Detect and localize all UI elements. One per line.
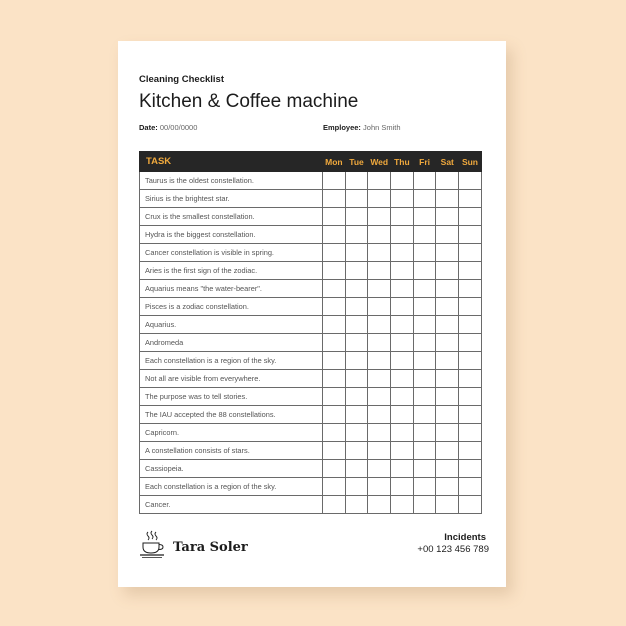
check-cell[interactable] <box>368 478 391 496</box>
check-cell[interactable] <box>391 190 414 208</box>
check-cell[interactable] <box>459 208 482 226</box>
check-cell[interactable] <box>323 280 346 298</box>
table-row <box>140 280 482 298</box>
check-cell[interactable] <box>345 298 368 316</box>
check-cell[interactable] <box>459 370 482 388</box>
check-cell[interactable] <box>436 280 459 298</box>
task-cell: Aquarius. <box>140 316 323 334</box>
task-cell: Cancer constellation is visible in spring. <box>140 244 323 262</box>
table-row <box>140 262 482 280</box>
check-cell[interactable] <box>459 262 482 280</box>
check-cell[interactable] <box>345 244 368 262</box>
day-column-header: Thu <box>391 152 414 172</box>
check-cell[interactable] <box>413 172 436 190</box>
check-cell[interactable] <box>345 280 368 298</box>
check-cell[interactable] <box>436 478 459 496</box>
task-cell: A constellation consists of stars. <box>140 442 323 460</box>
table-row <box>140 478 482 496</box>
day-column-header: Sun <box>459 152 482 172</box>
task-cell: Pisces is a zodiac constellation. <box>140 298 323 316</box>
check-cell[interactable] <box>323 244 346 262</box>
coffee-cup-icon <box>139 529 165 559</box>
check-cell[interactable] <box>323 388 346 406</box>
check-cell[interactable] <box>413 424 436 442</box>
check-cell[interactable] <box>459 334 482 352</box>
table-row <box>140 226 482 244</box>
check-cell[interactable] <box>368 172 391 190</box>
employee-label: Employee: <box>323 123 361 132</box>
check-cell[interactable] <box>436 334 459 352</box>
check-cell[interactable] <box>436 460 459 478</box>
table-row <box>140 190 482 208</box>
check-cell[interactable] <box>436 262 459 280</box>
check-cell[interactable] <box>345 460 368 478</box>
check-cell[interactable] <box>459 280 482 298</box>
table-row <box>140 388 482 406</box>
check-cell[interactable] <box>368 388 391 406</box>
check-cell[interactable] <box>323 460 346 478</box>
check-cell[interactable] <box>391 208 414 226</box>
check-cell[interactable] <box>413 370 436 388</box>
check-cell[interactable] <box>391 388 414 406</box>
check-cell[interactable] <box>436 244 459 262</box>
check-cell[interactable] <box>368 316 391 334</box>
check-cell[interactable] <box>368 244 391 262</box>
table-row <box>140 424 482 442</box>
incidents-phone: +00 123 456 789 <box>417 544 489 555</box>
table-row <box>140 460 482 478</box>
check-cell[interactable] <box>345 478 368 496</box>
check-cell[interactable] <box>436 208 459 226</box>
check-cell[interactable] <box>459 442 482 460</box>
check-cell[interactable] <box>436 316 459 334</box>
check-cell[interactable] <box>391 352 414 370</box>
check-cell[interactable] <box>323 334 346 352</box>
check-cell[interactable] <box>323 262 346 280</box>
check-cell[interactable] <box>413 298 436 316</box>
check-cell[interactable] <box>323 208 346 226</box>
check-cell[interactable] <box>368 262 391 280</box>
check-cell[interactable] <box>323 370 346 388</box>
check-cell[interactable] <box>413 226 436 244</box>
check-cell[interactable] <box>413 460 436 478</box>
document-kicker: Cleaning Checklist <box>139 74 224 85</box>
table-row <box>140 208 482 226</box>
table-row <box>140 244 482 262</box>
check-cell[interactable] <box>436 352 459 370</box>
day-column-header: Fri <box>413 152 436 172</box>
check-cell[interactable] <box>413 406 436 424</box>
check-cell[interactable] <box>459 406 482 424</box>
check-cell[interactable] <box>345 316 368 334</box>
check-cell[interactable] <box>459 298 482 316</box>
check-cell[interactable] <box>459 172 482 190</box>
checklist-sheet <box>118 41 506 587</box>
task-cell: The purpose was to tell stories. <box>140 388 323 406</box>
check-cell[interactable] <box>436 226 459 244</box>
check-cell[interactable] <box>345 406 368 424</box>
check-cell[interactable] <box>413 262 436 280</box>
task-cell: Aries is the first sign of the zodiac. <box>140 262 323 280</box>
check-cell[interactable] <box>436 496 459 514</box>
check-cell[interactable] <box>413 316 436 334</box>
check-cell[interactable] <box>436 424 459 442</box>
check-cell[interactable] <box>436 298 459 316</box>
task-cell: Sirius is the brightest star. <box>140 190 323 208</box>
check-cell[interactable] <box>391 298 414 316</box>
check-cell[interactable] <box>323 226 346 244</box>
check-cell[interactable] <box>323 172 346 190</box>
check-cell[interactable] <box>459 226 482 244</box>
check-cell[interactable] <box>368 496 391 514</box>
check-cell[interactable] <box>391 280 414 298</box>
checklist-table <box>139 151 482 514</box>
check-cell[interactable] <box>345 370 368 388</box>
task-cell: Not all are visible from everywhere. <box>140 370 323 388</box>
table-row <box>140 298 482 316</box>
check-cell[interactable] <box>323 352 346 370</box>
task-cell: Capricorn. <box>140 424 323 442</box>
check-cell[interactable] <box>323 298 346 316</box>
check-cell[interactable] <box>413 280 436 298</box>
check-cell[interactable] <box>345 208 368 226</box>
check-cell[interactable] <box>323 190 346 208</box>
employee-field <box>323 123 401 132</box>
check-cell[interactable] <box>459 496 482 514</box>
task-cell: Taurus is the oldest constellation. <box>140 172 323 190</box>
check-cell[interactable] <box>345 352 368 370</box>
check-cell[interactable] <box>436 370 459 388</box>
check-cell[interactable] <box>413 334 436 352</box>
check-cell[interactable] <box>391 370 414 388</box>
check-cell[interactable] <box>368 406 391 424</box>
check-cell[interactable] <box>345 190 368 208</box>
check-cell[interactable] <box>459 316 482 334</box>
check-cell[interactable] <box>368 370 391 388</box>
table-row <box>140 370 482 388</box>
brand-name: Tara Soler <box>173 540 248 555</box>
check-cell[interactable] <box>459 244 482 262</box>
task-cell: Crux is the smallest constellation. <box>140 208 323 226</box>
check-cell[interactable] <box>436 406 459 424</box>
table-row <box>140 442 482 460</box>
check-cell[interactable] <box>368 280 391 298</box>
check-cell[interactable] <box>368 334 391 352</box>
check-cell[interactable] <box>391 460 414 478</box>
task-cell: Aquarius means "the water-bearer". <box>140 280 323 298</box>
task-cell: Each constellation is a region of the sky. <box>140 478 323 496</box>
table-row <box>140 172 482 190</box>
employee-value: John Smith <box>363 123 401 132</box>
check-cell[interactable] <box>345 226 368 244</box>
check-cell[interactable] <box>459 190 482 208</box>
check-cell[interactable] <box>323 424 346 442</box>
check-cell[interactable] <box>368 442 391 460</box>
check-cell[interactable] <box>345 442 368 460</box>
check-cell[interactable] <box>391 226 414 244</box>
check-cell[interactable] <box>323 478 346 496</box>
day-column-header: Wed <box>368 152 391 172</box>
check-cell[interactable] <box>413 442 436 460</box>
check-cell[interactable] <box>323 442 346 460</box>
check-cell[interactable] <box>459 478 482 496</box>
check-cell[interactable] <box>413 388 436 406</box>
check-cell[interactable] <box>323 496 346 514</box>
check-cell[interactable] <box>413 244 436 262</box>
task-column-header: TASK <box>140 152 323 172</box>
check-cell[interactable] <box>368 208 391 226</box>
check-cell[interactable] <box>413 478 436 496</box>
check-cell[interactable] <box>391 316 414 334</box>
check-cell[interactable] <box>323 406 346 424</box>
date-value: 00/00/0000 <box>159 123 198 132</box>
check-cell[interactable] <box>391 496 414 514</box>
check-cell[interactable] <box>391 172 414 190</box>
table-row <box>140 496 482 514</box>
check-cell[interactable] <box>345 496 368 514</box>
check-cell[interactable] <box>459 388 482 406</box>
check-cell[interactable] <box>391 424 414 442</box>
check-cell[interactable] <box>368 424 391 442</box>
check-cell[interactable] <box>391 262 414 280</box>
day-column-header: Sat <box>436 152 459 172</box>
check-cell[interactable] <box>323 316 346 334</box>
check-cell[interactable] <box>345 262 368 280</box>
table-row <box>140 334 482 352</box>
task-cell: Hydra is the biggest constellation. <box>140 226 323 244</box>
check-cell[interactable] <box>413 190 436 208</box>
check-cell[interactable] <box>459 424 482 442</box>
page-title: Kitchen & Coffee machine <box>139 91 359 112</box>
table-header-row <box>140 152 482 172</box>
incidents-label: Incidents <box>444 532 486 543</box>
check-cell[interactable] <box>459 352 482 370</box>
check-cell[interactable] <box>345 334 368 352</box>
check-cell[interactable] <box>436 388 459 406</box>
check-cell[interactable] <box>459 460 482 478</box>
check-cell[interactable] <box>368 190 391 208</box>
check-cell[interactable] <box>391 244 414 262</box>
table-body <box>140 172 482 514</box>
day-column-header: Tue <box>345 152 368 172</box>
date-label: Date: <box>139 123 158 132</box>
check-cell[interactable] <box>368 460 391 478</box>
table-row <box>140 406 482 424</box>
check-cell[interactable] <box>413 208 436 226</box>
check-cell[interactable] <box>368 352 391 370</box>
table-row <box>140 352 482 370</box>
check-cell[interactable] <box>391 334 414 352</box>
check-cell[interactable] <box>413 496 436 514</box>
date-field <box>139 123 197 132</box>
task-cell: Cancer. <box>140 496 323 514</box>
task-cell: The IAU accepted the 88 constellations. <box>140 406 323 424</box>
check-cell[interactable] <box>391 478 414 496</box>
check-cell[interactable] <box>436 442 459 460</box>
check-cell[interactable] <box>345 424 368 442</box>
check-cell[interactable] <box>413 352 436 370</box>
check-cell[interactable] <box>345 388 368 406</box>
check-cell[interactable] <box>391 442 414 460</box>
task-cell: Andromeda <box>140 334 323 352</box>
day-column-header: Mon <box>323 152 346 172</box>
check-cell[interactable] <box>368 298 391 316</box>
check-cell[interactable] <box>436 190 459 208</box>
check-cell[interactable] <box>368 226 391 244</box>
check-cell[interactable] <box>345 172 368 190</box>
task-cell: Each constellation is a region of the sky. <box>140 352 323 370</box>
check-cell[interactable] <box>436 172 459 190</box>
check-cell[interactable] <box>391 406 414 424</box>
task-cell: Cassiopeia. <box>140 460 323 478</box>
table-row <box>140 316 482 334</box>
